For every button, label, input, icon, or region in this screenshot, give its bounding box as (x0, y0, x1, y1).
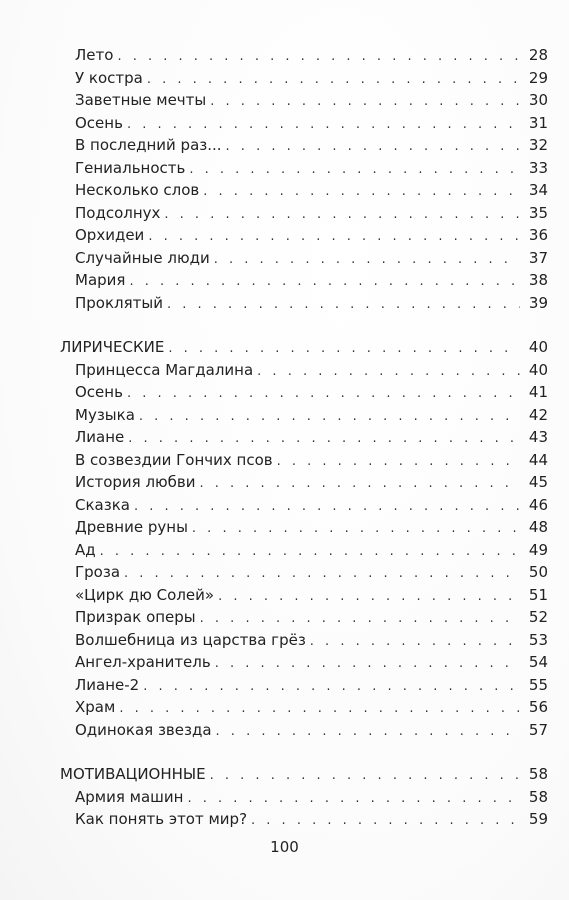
entry-title: Волшебница из царства грёз (75, 630, 306, 649)
dot-leader (143, 676, 520, 699)
dot-leader (277, 451, 520, 474)
entry-title: Подсолнух (75, 203, 161, 222)
page-number: 100 (270, 838, 299, 856)
toc-group-2 (60, 359, 548, 742)
toc-group-3 (60, 786, 548, 831)
dot-leader (203, 181, 520, 204)
entry-page-number: 29 (528, 68, 548, 87)
toc-entry (60, 719, 548, 742)
entry-page-number: 46 (528, 495, 548, 514)
entry-page-number: 36 (528, 226, 548, 244)
entry-title: Сказка (75, 495, 130, 514)
toc-entry (60, 449, 548, 472)
entry-page-number: 56 (528, 698, 548, 716)
entry-page-number: 40 (528, 360, 548, 379)
entry-page-number: 51 (528, 585, 548, 604)
entry-title: Ангел-хранитель (75, 653, 211, 671)
section-spacer (60, 314, 548, 336)
section-spacer (60, 741, 548, 763)
toc-entry (60, 404, 548, 427)
entry-title: Лиане-2 (75, 675, 140, 694)
dot-leader (119, 698, 520, 721)
entry-title: Одинокая звезда (75, 720, 212, 739)
toc-entry (60, 786, 548, 809)
entry-page-number: 58 (528, 787, 548, 806)
dot-leader (127, 383, 520, 406)
entry-title: У костра (75, 68, 143, 87)
entry-page-number: 49 (528, 540, 548, 559)
toc-entry (60, 516, 548, 539)
toc-entry (60, 89, 548, 112)
entry-page-number: 28 (528, 46, 548, 64)
entry-page-number: 45 (528, 473, 548, 491)
dot-leader (100, 541, 520, 564)
toc-entry (60, 269, 548, 292)
entry-title: Заветные мечты (75, 91, 207, 109)
dot-leader (214, 249, 520, 272)
entry-page-number: 44 (528, 450, 548, 469)
dot-leader (210, 765, 520, 788)
entry-page-number: 32 (528, 136, 548, 154)
dot-leader (147, 69, 520, 92)
toc-section-lyric (60, 336, 548, 359)
entry-page-number: 43 (528, 428, 548, 446)
entry-page-number: 48 (528, 518, 548, 536)
entry-page-number: 52 (528, 608, 548, 626)
entry-title: Храм (75, 698, 116, 716)
toc-entry (60, 561, 548, 584)
entry-title: Мария (75, 271, 126, 289)
toc-entry (60, 224, 548, 247)
entry-page-number: 50 (528, 563, 548, 581)
dot-leader (127, 114, 520, 137)
entry-title: Как понять этот мир? (75, 810, 248, 828)
dot-leader (310, 631, 520, 654)
toc-entry (60, 44, 548, 67)
dot-leader (215, 653, 520, 676)
entry-title: Древние руны (75, 518, 188, 536)
toc-entry (60, 808, 548, 831)
toc-entry (60, 359, 548, 382)
dot-leader (200, 473, 521, 496)
entry-page-number: 42 (528, 405, 548, 424)
entry-page-number: 57 (528, 720, 548, 739)
dot-leader (124, 563, 520, 586)
entry-title: Осень (75, 383, 123, 401)
entry-page-number: 37 (528, 248, 548, 267)
entry-title: Гениальность (75, 158, 186, 177)
dot-leader (257, 361, 520, 384)
toc-entry (60, 629, 548, 652)
entry-page-number: 55 (528, 675, 548, 694)
entry-title: Проклятый (75, 293, 163, 312)
toc-entry (60, 606, 548, 629)
section-page-number: 58 (528, 765, 548, 783)
entry-title: В созвездии Гончих псов (75, 450, 273, 469)
toc-entry (60, 247, 548, 270)
entry-page-number: 39 (528, 293, 548, 312)
dot-leader (129, 271, 520, 294)
toc-entry (60, 426, 548, 449)
toc-entry (60, 696, 548, 719)
section-title: МОТИВАЦИОННЫЕ (60, 765, 206, 783)
section-page-number: 40 (528, 338, 548, 356)
entry-title: Гроза (75, 563, 121, 581)
entry-page-number: 41 (528, 383, 548, 401)
dot-leader (117, 46, 520, 69)
toc-entry (60, 179, 548, 202)
entry-page-number: 38 (528, 271, 548, 289)
entry-page-number: 33 (528, 158, 548, 177)
dot-leader (251, 810, 520, 833)
entry-title: Случайные люди (75, 248, 210, 267)
dot-leader (168, 338, 520, 361)
toc-entry (60, 584, 548, 607)
entry-title: Осень (75, 113, 123, 132)
entry-page-number: 53 (528, 630, 548, 649)
toc-entry (60, 471, 548, 494)
dot-leader (139, 406, 520, 429)
dot-leader (226, 136, 520, 159)
toc-entry (60, 157, 548, 180)
entry-page-number: 30 (528, 91, 548, 109)
entry-page-number: 35 (528, 203, 548, 222)
dot-leader (200, 608, 520, 631)
entry-page-number: 54 (528, 653, 548, 671)
entry-title: Лето (75, 46, 114, 64)
toc-entry (60, 202, 548, 225)
dot-leader (164, 204, 520, 227)
entry-title: Ад (75, 540, 96, 559)
toc-entry (60, 134, 548, 157)
toc-entry (60, 494, 548, 517)
entry-title: Несколько слов (75, 181, 200, 199)
entry-title: Принцесса Магдалина (75, 360, 254, 379)
entry-title: История любви (75, 473, 196, 491)
dot-leader (148, 226, 520, 249)
entry-page-number: 31 (528, 113, 548, 132)
toc-entry (60, 674, 548, 697)
entry-page-number: 34 (528, 181, 548, 199)
dot-leader (187, 788, 520, 811)
dot-leader (128, 428, 520, 451)
dot-leader (210, 91, 520, 114)
section-title: ЛИРИЧЕСКИЕ (60, 338, 165, 356)
entry-title: В последний раз... (75, 136, 222, 154)
toc-entry (60, 539, 548, 562)
table-of-contents (60, 44, 548, 831)
toc-entry (60, 112, 548, 135)
entry-title: «Цирк дю Солей» (75, 585, 215, 604)
dot-leader (134, 496, 520, 519)
dot-leader (167, 294, 520, 317)
dot-leader (192, 518, 520, 541)
toc-entry (60, 381, 548, 404)
toc-group-1 (60, 44, 548, 314)
dot-leader (189, 159, 520, 182)
entry-title: Музыка (75, 405, 135, 424)
entry-title: Орхидеи (75, 226, 145, 244)
toc-section-motiv (60, 763, 548, 786)
toc-entry (60, 292, 548, 315)
entry-title: Лиане (75, 428, 125, 446)
toc-entry (60, 67, 548, 90)
entry-page-number: 59 (528, 810, 548, 828)
entry-title: Призрак оперы (75, 608, 196, 626)
dot-leader (218, 586, 520, 609)
dot-leader (216, 721, 520, 744)
entry-title: Армия машин (75, 787, 184, 806)
toc-entry (60, 651, 548, 674)
